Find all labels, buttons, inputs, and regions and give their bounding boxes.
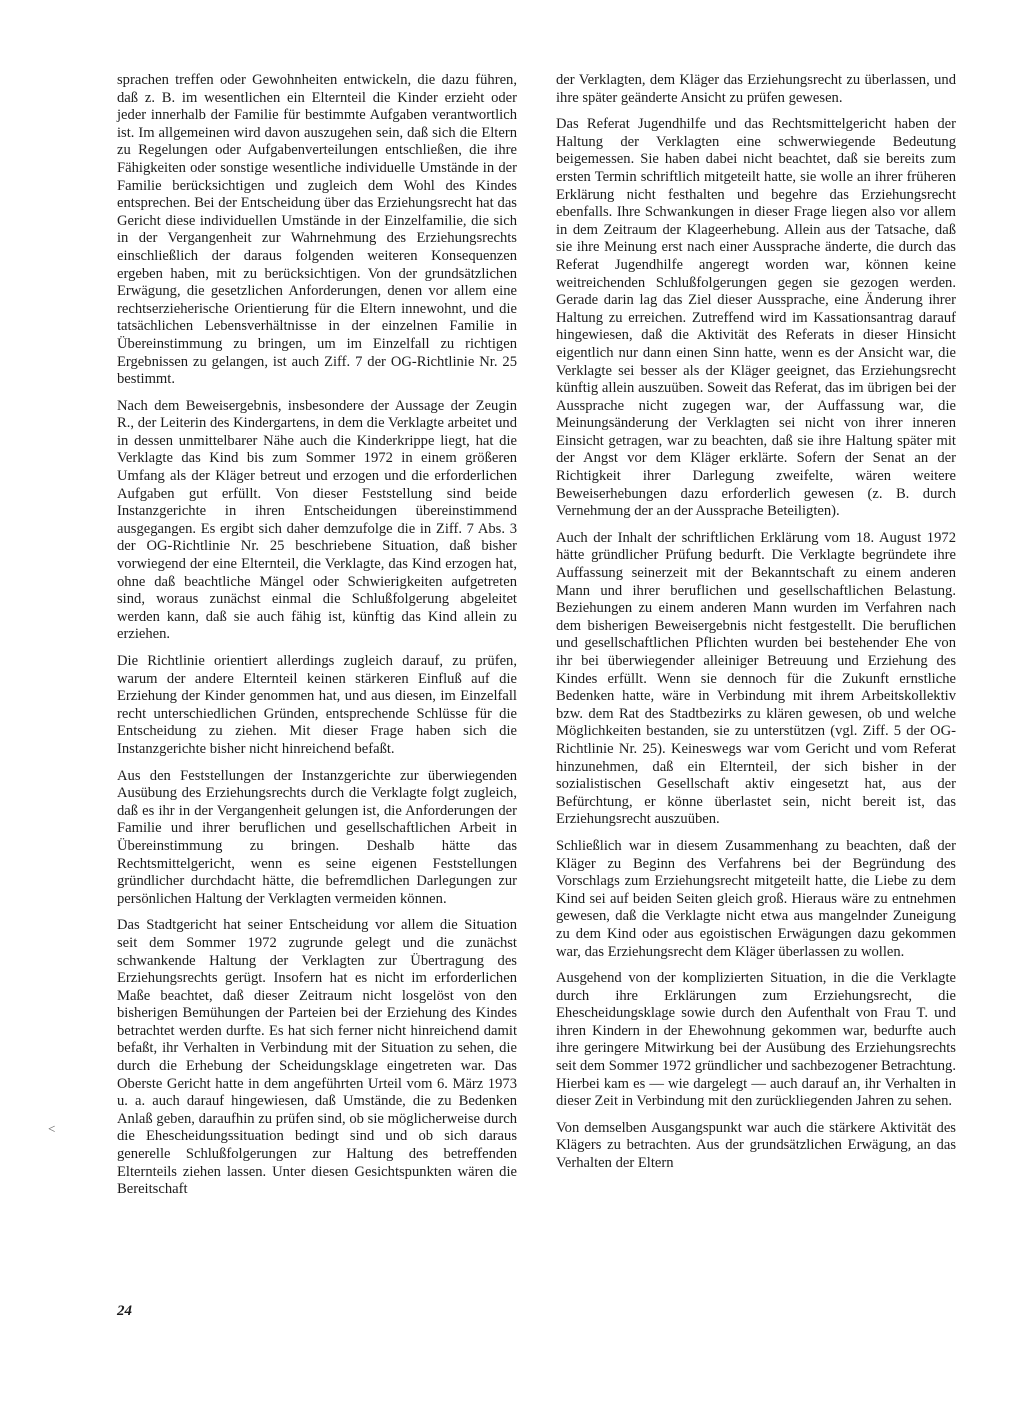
left-column [117, 72, 517, 1208]
paragraph: Das Referat Jugendhilfe und das Rechtsmittelgericht haben der Haltung der Verklagten eine schwerwiegende Bedeutung beigemessen. Sie haben dabei nicht beachtet, daß sie bereits zum ersten Termin schriftlich mitgeteilt hatte, sie wolle an ihrer früheren Erklärung nicht festhalten und begehre das Erziehungsrecht ebenfalls. Ihre Schwankungen in dieser Frage liegen also vor allem in dem Zeitraum der Klageerhebung. Allein aus der Tatsache, daß sie ihre Meinung erst nach einer Aussprache änderte, die durch das Referat Jugendhilfe angeregt worden war, können keine weitreichenden Schlußfolgerungen gegen sie gezogen werden. Gerade darin lag das Ziel dieser Aussprache, eine Änderung ihrer Haltung zu erreichen. Zutreffend wird im Kassationsantrag darauf hingewiesen, daß die Aktivität des Referats in dieser Hinsicht eigentlich nur dann einen Sinn hatte, wenn es der Ansicht war, die Verklagte sei besser als der Kläger geeignet, das Erziehungsrecht künftig allein auszuüben. Soweit das Referat, das im übrigen bei der Aussprache nicht zugegen war, der Auffassung war, die Meinungsänderung der Verklagten sei nicht von ihrer inneren Einsicht getragen, war zu beachten, daß sie ihre Haltung später mit der Angst vor dem Kläger erklärte. Sofern der Senat an der Richtigkeit ihrer Darlegung zweifelte, wären weitere Beweiserhebungen dazu erforderlich gewesen (z. B. durch Vernehmung der an der Aussprache Beteiligten). [556, 116, 956, 520]
paragraph: Schließlich war in diesem Zusammenhang zu beachten, daß der Kläger zu Beginn des Verfahrens bei der Begründung des Vorschlags zum Erziehungsrecht mitgeteilt hatte, die Liebe zu dem Kind sei auf beiden Seiten gleich groß. Hieraus wäre zu entnehmen gewesen, daß die Verklagte nicht etwa aus mangelnder Zuneigung zu dem Kind oder aus egoistischen Erwägungen dazu gekommen war, das Erziehungsrecht dem Kläger überlassen zu wollen. [556, 837, 956, 960]
paragraph: Das Stadtgericht hat seiner Entscheidung vor allem die Situation seit dem Sommer 1972 zugrunde gelegt und die zunächst schwankende Haltung der Verklagten zur Übertragung des Erziehungsrechts gerügt. Insofern hat es nicht im erforderlichen Maße beachtet, daß dieser Zeitraum nicht losgelöst von den bisherigen Bemühungen der Parteien bei der Erziehung des Kindes betrachtet werden durfte. Es hat sich ferner nicht hinreichend damit befaßt, ihr Verhalten in Verbindung mit der Situation zu sehen, die durch die Erhebung der Scheidungsklage eingetreten war. Das Oberste Gericht hatte in dem angeführten Urteil vom 6. März 1973 u. a. auch darauf hingewiesen, daß Umstände, die zu Bedenken Anlaß geben, daraufhin zu prüfen sind, ob sie möglicherweise durch die Ehescheidungssituation bedingt sind und ob sich daraus generelle Schlußfolgerungen zur Haltung des betreffenden Elternteils ziehen lassen. Unter diesen Gesichtspunkten wären die Bereitschaft [117, 917, 517, 1198]
paragraph: Nach dem Beweisergebnis, insbesondere der Aussage der Zeugin R., der Leiterin des Kindergartens, in dem die Verklagte arbeitet und in dessen unmittelbarer Nähe auch die Kinderkrippe liegt, hat die Verklagte das Kind bis zum Sommer 1972 in einem größeren Umfang als der Kläger betreut und erzogen und die erforderlichen Aufgaben gut erfüllt. Von dieser Feststellung sind beide Instanzgerichte in ihren Entscheidungen übereinstimmend ausgegangen. Es ergibt sich daher demzufolge die in Ziff. 7 Abs. 3 der OG-Richtlinie Nr. 25 beschriebene Situation, daß bisher vorwiegend der eine Elternteil, die Verklagte, das Kind erzogen hat, ohne daß beachtliche Mängel oder Schwierigkeiten aufgetreten sind, woraus zunächst einmal die Schlußfolgerung abgeleitet werden kann, daß sie auch fähig ist, künftig das Kind allein zu erziehen. [117, 397, 517, 643]
paragraph: Auch der Inhalt der schriftlichen Erklärung vom 18. August 1972 hätte gründlicher Prüfung bedurft. Die Verklagte begründete ihre Auffassung seinerzeit mit der Bekanntschaft zu einem anderen Mann und ihrer beruflichen und gesellschaftlichen Belastung. Beziehungen zu einem anderen Mann wurden im Verfahren nach dem bisherigen Beweisergebnis nicht festgestellt. Die beruflichen und gesellschaftlichen Pflichten wurden bei bestehender Ehe von ihr bei überwiegender alleiniger Betreuung und Erziehung des Kindes erfüllt. Wenn sie dennoch für die Zukunft ernstliche Bedenken hatte, wäre in Verbindung mit ihrem Arbeitskollektiv bzw. dem Rat des Stadtbezirks zu klären gewesen, ob und welche Möglichkeiten bestanden, sie zu unterstützen (vgl. Ziff. 5 der OG-Richtlinie Nr. 25). Keineswegs war vom Gericht und vom Referat hinzunehmen, daß ein Elternteil, der sich bisher in der sozialistischen Gesellschaft aktiv eingesetzt hat, aus der Befürchtung, er könne überlastet sein, nicht bereit ist, das Erziehungsrecht auszuüben. [556, 529, 956, 828]
paragraph: Von demselben Ausgangspunkt war auch die stärkere Aktivität des Klägers zu betrachten. Aus der grundsätzlichen Erwägung, an das Verhalten der Eltern [556, 1119, 956, 1172]
page-number: 24 [117, 1303, 132, 1319]
paragraph: Aus den Feststellungen der Instanzgerichte zur überwiegenden Ausübung des Erziehungsrechts durch die Verklagte folgt zugleich, daß es ihr in der Vergangenheit gelungen ist, die Anforderungen der Familie und ihrer beruflichen und gesellschaftlichen Arbeit in Übereinstimmung zu bringen. Deshalb hätte das Rechtsmittelgericht, wenn es seine eigenen Feststellungen gründlicher durchdacht hätte, die befremdlichen Darlegungen zur persönlichen Haltung der Verklagten vermeiden können. [117, 767, 517, 907]
paragraph: sprachen treffen oder Gewohnheiten entwickeln, die dazu führen, daß z. B. im wesentlichen ein Elternteil die Kinder erzieht oder jeder innerhalb der Familie für bestimmte Aufgaben verantwortlich ist. Im allgemeinen wird davon auszugehen sein, daß sich die Eltern zu Regelungen oder Aufgabenverteilungen entschließen, die ihre Fähigkeiten oder sonstige wesentliche individuelle Umstände in der Familie berücksichtigen und zugleich dem Wohl des Kindes entsprechen. Bei der Entscheidung über das Erziehungsrecht hat das Gericht diese individuellen Umstände in der Einzelfamilie, die sich in der Vergangenheit zur Wahrnehmung des Erziehungsrechts einschließlich der daraus folgenden weiteren Konsequenzen ergeben haben, mit zu berücksichtigen. Von der grundsätzlichen Erwägung, die gesetzlichen Anforderungen, denen vor allem eine rechtserzieherische Orientierung für die Eltern innewohnt, und die tatsächlichen Lebensverhältnisse in der einzelnen Familie in Übereinstimmung zu bringen, um im Einzelfall zu richtigen Ergebnissen zu gelangen, ist auch Ziff. 7 der OG-Richtlinie Nr. 25 bestimmt. [117, 72, 517, 388]
paragraph: Die Richtlinie orientiert allerdings zugleich darauf, zu prüfen, warum der andere Elternteil keinen stärkeren Einfluß auf die Erziehung der Kinder genommen hat, und aus diesen, im Einzelfall recht unterschiedlichen Gründen, entsprechende Schlüsse für die Entscheidung zu ziehen. Mit dieser Frage haben sich die Instanzgerichte bisher nicht hinreichend befaßt. [117, 653, 517, 757]
right-column [556, 72, 956, 1182]
paragraph: der Verklagten, dem Kläger das Erziehungsrecht zu überlassen, und ihre später geänderte Ansicht zu prüfen gewesen. [556, 72, 956, 106]
paragraph: Ausgehend von der komplizierten Situation, in die die Verklagte durch ihre Erklärungen zum Erziehungsrecht, die Ehescheidungsklage sowie durch den Aufenthalt von Frau T. und ihren Kindern in der Ehewohnung gekommen war, bedurfte auch ihre geringere Mitwirkung bei der Ausübung des Erziehungsrechts seit dem Sommer 1972 gründlicher und sachbezogener Betrachtung. Hierbei kam es — wie dargelegt — auch darauf an, ihr Verhalten in dieser Zeit in Verbindung mit den zurückliegenden Jahren zu sehen. [556, 970, 956, 1110]
margin-mark: < [48, 1121, 56, 1136]
